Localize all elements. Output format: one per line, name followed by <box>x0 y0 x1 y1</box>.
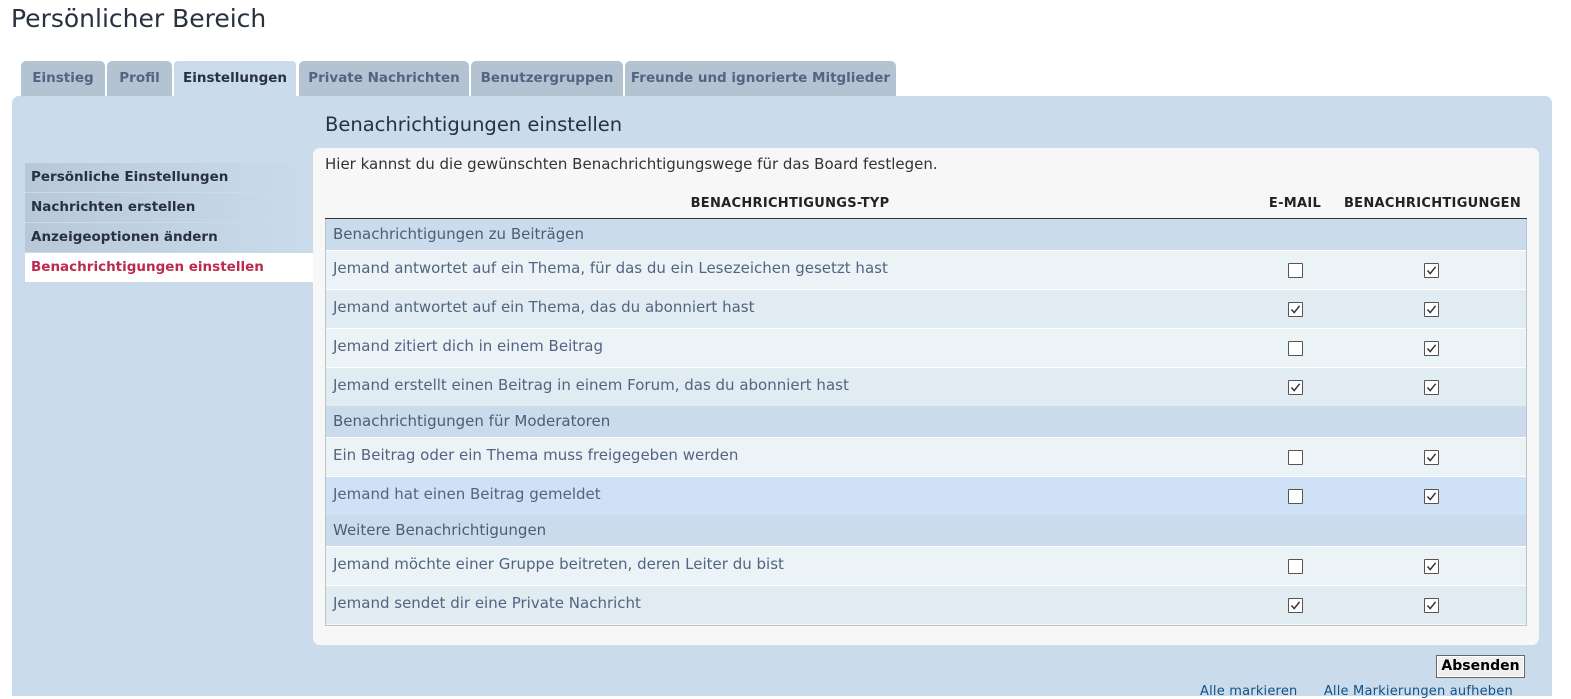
notify-checkbox[interactable] <box>1424 450 1439 465</box>
checkmark-icon <box>1426 452 1437 463</box>
table-row <box>326 476 1526 515</box>
sidebar-item-benachrichtigungen-einstellen[interactable]: Benachrichtigungen einstellen <box>25 253 313 282</box>
tab-einstellungen[interactable]: Einstellungen <box>173 60 297 96</box>
tab-freunde-und-ignorierte-mitglieder[interactable]: Freunde und ignorierte Mitglieder <box>625 61 896 96</box>
notification-table <box>325 219 1527 626</box>
checkmark-icon <box>1290 600 1301 611</box>
checkmark-icon <box>1426 561 1437 572</box>
table-row <box>326 546 1526 585</box>
email-checkbox[interactable] <box>1288 598 1303 613</box>
row-label: Jemand zitiert dich in einem Beitrag <box>333 337 603 355</box>
column-header-notifications: BENACHRICHTIGUNGEN <box>1343 196 1522 211</box>
row-label: Jemand möchte einer Gruppe beitreten, deren Leiter du bist <box>333 555 784 573</box>
email-checkbox[interactable] <box>1288 380 1303 395</box>
table-row <box>326 289 1526 328</box>
bottom-links <box>1200 684 1535 699</box>
notification-settings-box <box>313 148 1539 645</box>
notify-checkbox[interactable] <box>1424 380 1439 395</box>
email-checkbox[interactable] <box>1288 302 1303 317</box>
tab-private-nachrichten[interactable]: Private Nachrichten <box>299 61 469 96</box>
column-header-email: E-MAIL <box>1268 196 1322 211</box>
row-label: Jemand antwortet auf ein Thema, das du abonniert hast <box>333 298 755 316</box>
checkmark-icon <box>1290 304 1301 315</box>
checkmark-icon <box>1426 600 1437 611</box>
notify-checkbox[interactable] <box>1424 559 1439 574</box>
sidebar-item-anzeigeoptionen-aendern[interactable]: Anzeigeoptionen ändern <box>25 223 313 252</box>
row-label: Jemand sendet dir eine Private Nachricht <box>333 594 641 612</box>
checkmark-icon <box>1426 304 1437 315</box>
row-label: Jemand erstellt einen Beitrag in einem Forum, das du abonniert hast <box>333 376 849 394</box>
sidebar-item-persoenliche-einstellungen[interactable]: Persönliche Einstellungen <box>25 163 313 192</box>
email-checkbox[interactable] <box>1288 450 1303 465</box>
sidebar-item-nachrichten-erstellen[interactable]: Nachrichten erstellen <box>25 193 313 222</box>
submit-button[interactable]: Absenden <box>1436 655 1525 678</box>
sidebar-menu <box>25 163 313 283</box>
notify-checkbox[interactable] <box>1424 341 1439 356</box>
page-title: Persönlicher Bereich <box>11 4 267 33</box>
group-row: Benachrichtigungen zu Beiträgen <box>326 219 1526 250</box>
column-header-type: BENACHRICHTIGUNGS-TYP <box>690 196 890 211</box>
section-title: Benachrichtigungen einstellen <box>325 113 623 136</box>
group-row: Benachrichtigungen für Moderatoren <box>326 406 1526 437</box>
table-header <box>325 193 1527 219</box>
table-row <box>326 367 1526 406</box>
email-checkbox[interactable] <box>1288 263 1303 278</box>
table-row <box>326 328 1526 367</box>
notify-checkbox[interactable] <box>1424 489 1439 504</box>
mark-all-link[interactable]: Alle markieren <box>1200 684 1298 699</box>
intro-text: Hier kannst du die gewünschten Benachrichtigungswege für das Board festlegen. <box>325 155 938 173</box>
row-label: Jemand hat einen Beitrag gemeldet <box>333 485 601 503</box>
checkmark-icon <box>1426 343 1437 354</box>
email-checkbox[interactable] <box>1288 489 1303 504</box>
table-row <box>326 250 1526 289</box>
checkmark-icon <box>1426 491 1437 502</box>
tab-einstieg[interactable]: Einstieg <box>21 61 105 96</box>
email-checkbox[interactable] <box>1288 559 1303 574</box>
row-label: Jemand antwortet auf ein Thema, für das du ein Lesezeichen gesetzt hast <box>333 259 888 277</box>
email-checkbox[interactable] <box>1288 341 1303 356</box>
tab-profil[interactable]: Profil <box>107 61 172 96</box>
unmark-all-link[interactable]: Alle Markierungen aufheben <box>1323 684 1513 699</box>
checkmark-icon <box>1426 382 1437 393</box>
table-row <box>326 437 1526 476</box>
notify-checkbox[interactable] <box>1424 598 1439 613</box>
checkmark-icon <box>1290 382 1301 393</box>
checkmark-icon <box>1426 265 1437 276</box>
tab-benutzergruppen[interactable]: Benutzergruppen <box>471 61 623 96</box>
notify-checkbox[interactable] <box>1424 263 1439 278</box>
row-label: Ein Beitrag oder ein Thema muss freigegeben werden <box>333 446 739 464</box>
notify-checkbox[interactable] <box>1424 302 1439 317</box>
group-row: Weitere Benachrichtigungen <box>326 515 1526 546</box>
table-row <box>326 585 1526 624</box>
